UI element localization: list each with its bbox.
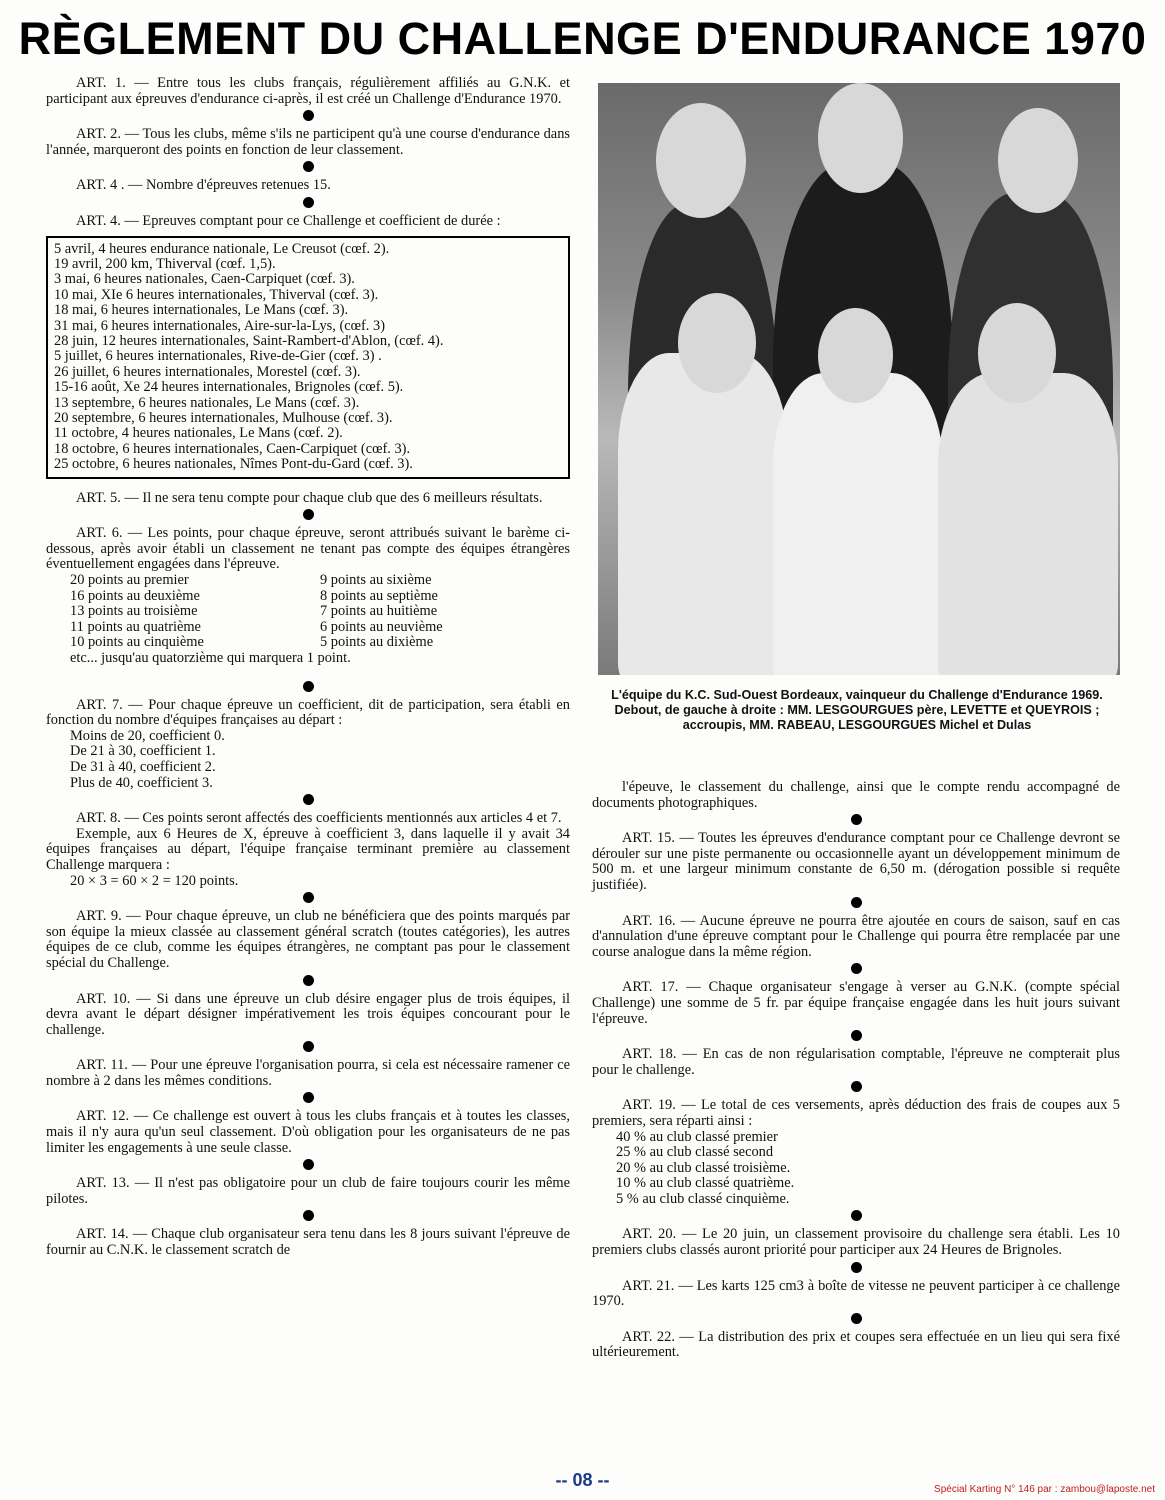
article-21: ART. 21. — Les karts 125 cm3 à boîte de vitesse ne peuvent participer à ce challenge 1970. xyxy=(592,1277,1120,1310)
points-column-left: 20 points au premier 16 points au deuxième 13 points au troisième 11 points au quatrième 10 points au cinquième xyxy=(70,572,204,651)
article-16: ART. 16. — Aucune épreuve ne pourra être ajoutée en cours de saison, sauf en cas d'annulation d'une épreuve comptant pour le Challenge qui pourra être remplacée par une course analogue dans la même région. xyxy=(592,912,1120,960)
team-photo xyxy=(598,83,1120,675)
article-6: ART. 6. — Les points, pour chaque épreuve, seront attribués suivant le barème ci-dessous, après avoir établi un classement ne tenant pas compte des équipes étrangères éventuellement engagées dans l'épreuve. xyxy=(46,525,570,573)
photo-caption: L'équipe du K.C. Sud-Ouest Bordeaux, vainqueur du Challenge d'Endurance 1969. Debout, de gauche à droite : MM. LESGOURGUES père, LEVETTE et QUEYROIS ; accroupis, MM. RABEAU, LESGOURGUES Michel et Dulas xyxy=(611,688,1103,732)
event-item: 11 octobre, 4 heures nationales, Le Mans (cœf. 2). xyxy=(54,425,343,442)
article-22: ART. 22. — La distribution des prix et coupes sera effectuée en un lieu qui sera fixé ultérieurement. xyxy=(592,1328,1120,1361)
article-14-continued: l'épeuve, le classement du challenge, ainsi que le compte rendu accompagné de documents photographiques. xyxy=(592,779,1120,811)
events-box xyxy=(46,236,570,479)
bullet-separator xyxy=(851,963,862,974)
bullet-separator xyxy=(303,1159,314,1170)
bullet-separator xyxy=(303,197,314,208)
article-20: ART. 20. — Le 20 juin, un classement provisoire du challenge sera établi. Les 10 premiers clubs classés auront priorité pour participer aux 24 Heures de Brignoles. xyxy=(592,1226,1120,1259)
coefficient-list: Moins de 20, coefficient 0. De 21 à 30, coefficient 1. De 31 à 40, coefficient 2. Plus de 40, coefficient 3. xyxy=(70,727,225,791)
article-11: ART. 11. — Pour une épreuve l'organisation pourra, si cela est nécessaire ramener ce nombre à 2 dans les mêmes conditions. xyxy=(46,1057,570,1089)
event-item: 25 octobre, 6 heures nationales, Nîmes Pont-du-Gard (cœf. 3). xyxy=(54,456,413,473)
article-18: ART. 18. — En cas de non régularisation comptable, l'épreuve ne compterait plus pour le challenge. xyxy=(592,1046,1120,1078)
article-2: ART. 2. — Tous les clubs, même s'ils ne participent qu'à une course d'endurance dans l'année, marqueront des points en fonction de leur classement. xyxy=(46,126,570,158)
event-item: 13 septembre, 6 heures nationales, Le Mans (cœf. 3). xyxy=(54,394,360,411)
article-7: ART. 7. — Pour chaque épreuve un coefficient, dit de participation, sera établi en fonction du nombre d'équipes françaises au départ : xyxy=(46,696,570,729)
bullet-separator xyxy=(851,1262,862,1273)
bullet-separator xyxy=(303,681,314,692)
credit-line: Spécial Karting N° 146 par : zambou@laposte.net xyxy=(934,1484,1155,1495)
article-17: ART. 17. — Chaque organisateur s'engage à verser au G.N.K. (compte spécial Challenge) une somme de 5 fr. par équipe française engagée dans les huit jours suivant l'épreuve. xyxy=(592,979,1120,1027)
event-item: 19 avril, 200 km, Thiverval (cœf. 1,5). xyxy=(54,255,276,272)
event-item: 18 mai, 6 heures internationales, Le Mans (cœf. 3). xyxy=(54,302,349,319)
bullet-separator xyxy=(303,509,314,520)
bullet-separator xyxy=(851,1313,862,1324)
article-3: ART. 4 . — Nombre d'épreuves retenues 15. xyxy=(76,177,331,194)
page-title: RÈGLEMENT DU CHALLENGE D'ENDURANCE 1970 xyxy=(18,13,1147,64)
article-9: ART. 9. — Pour chaque épreuve, un club ne bénéficiera que des points marqués par son équipe la mieux classée au classement général scratch (toutes catégories), les autres équipes de ce club, comme les équipes étrangères, ne comptant pas pour le classement spécial du Challenge. xyxy=(46,908,570,971)
event-item: 3 mai, 6 heures nationales, Caen-Carpiquet (cœf. 3). xyxy=(54,271,355,288)
article-5: ART. 5. — Il ne sera tenu compte pour chaque club que des 6 meilleurs résultats. xyxy=(76,489,543,506)
event-item: 28 juin, 12 heures internationales, Saint-Rambert-d'Ablon, (cœf. 4). xyxy=(54,333,444,349)
event-item: 15-16 août, Xe 24 heures internationales, Brignoles (cœf. 5). xyxy=(54,379,404,396)
bullet-separator xyxy=(303,1092,314,1103)
bullet-separator xyxy=(303,975,314,986)
article-8: ART. 8. — Ces points seront affectés des coefficients mentionnés aux articles 4 et 7. Exemple, aux 6 Heures de X, épreuve à coefficient 3, dans laquelle il y avait 34 équipes françaises au départ, l'équipe française terminant première au classement Challenge marquera : 20 × 3 = 60 × 2 = 120 points. xyxy=(46,810,570,889)
event-item: 20 septembre, 6 heures internationales, Mulhouse (cœf. 3). xyxy=(54,410,393,427)
bullet-separator xyxy=(851,814,862,825)
bullet-separator xyxy=(303,1041,314,1052)
bullet-separator xyxy=(851,897,862,908)
share-list: 40 % au club classé premier 25 % au club classé second 20 % au club classé troisième. 10 % au club classé quatrième. 5 % au club classé cinquième. xyxy=(616,1128,795,1207)
event-item: 5 avril, 4 heures endurance nationale, Le Creusot (cœf. 2). xyxy=(54,240,390,257)
article-14: ART. 14. — Chaque club organisateur sera tenu dans les 8 jours suivant l'épreuve de fournir au C.N.K. le classement scratch de xyxy=(46,1226,570,1259)
event-item: 26 juillet, 6 heures internationales, Morestel (cœf. 3). xyxy=(54,363,361,380)
points-scale xyxy=(70,573,570,651)
event-item: 31 mai, 6 heures internationales, Aire-sur-la-Lys, (cœf. 3) xyxy=(54,317,385,334)
event-item: 18 octobre, 6 heures internationales, Caen-Carpiquet (cœf. 3). xyxy=(54,440,411,457)
event-item: 5 juillet, 6 heures internationales, Rive-de-Gier (cœf. 3) . xyxy=(54,348,382,365)
bullet-separator xyxy=(303,794,314,805)
article-4: ART. 4. — Epreuves comptant pour ce Challenge et coefficient de durée : xyxy=(76,212,501,229)
left-column xyxy=(46,76,570,1259)
article-10: ART. 10. — Si dans une épreuve un club désire engager plus de trois équipes, il devra avant le départ désigner impérativement les trois équipes concourant pour le challenge. xyxy=(46,990,570,1038)
event-item: 10 mai, XIe 6 heures internationales, Thiverval (cœf. 3). xyxy=(54,286,379,303)
points-column-right: 9 points au sixième 8 points au septième 7 points au huitième 6 points au neuvième 5 points au dixième xyxy=(320,572,443,651)
bullet-separator xyxy=(851,1210,862,1221)
bullet-separator xyxy=(851,1081,862,1092)
article-13: ART. 13. — Il n'est pas obligatoire pour un club de faire toujours courir les même pilotes. xyxy=(46,1175,570,1207)
page-number: -- 08 -- xyxy=(555,1470,610,1490)
bullet-separator xyxy=(303,892,314,903)
article-12: ART. 12. — Ce challenge est ouvert à tous les clubs français et à toutes les classes, mais il n'y aura qu'un seul classement. D'où obligation pour les organisateurs de ne pas limiter les engagements à une seule classe. xyxy=(46,1108,570,1156)
points-etc: etc... jusqu'au quatorzième qui marquera 1 point. xyxy=(70,650,351,666)
bullet-separator xyxy=(303,161,314,172)
bullet-separator xyxy=(851,1030,862,1041)
article-1: ART. 1. — Entre tous les clubs français, régulièrement affiliés au G.N.K. et participant aux épreuves d'endurance ci-après, il est créé un Challenge d'Endurance 1970. xyxy=(46,75,570,107)
article-19: ART. 19. — Le total de ces versements, après déduction des frais de coupes aux 5 premiers, sera réparti ainsi : xyxy=(592,1097,1120,1129)
article-15: ART. 15. — Toutes les épreuves d'endurance comptant pour ce Challenge devront se dérouler sur une piste permanente ou occasionnelle ayant un développement minimum de 500 m. et une largeur minimum constante de 6,50 m. (dérogation possible si requête justifiée). xyxy=(592,830,1120,893)
right-column xyxy=(592,780,1120,1361)
bullet-separator xyxy=(303,110,314,121)
bullet-separator xyxy=(303,1210,314,1221)
